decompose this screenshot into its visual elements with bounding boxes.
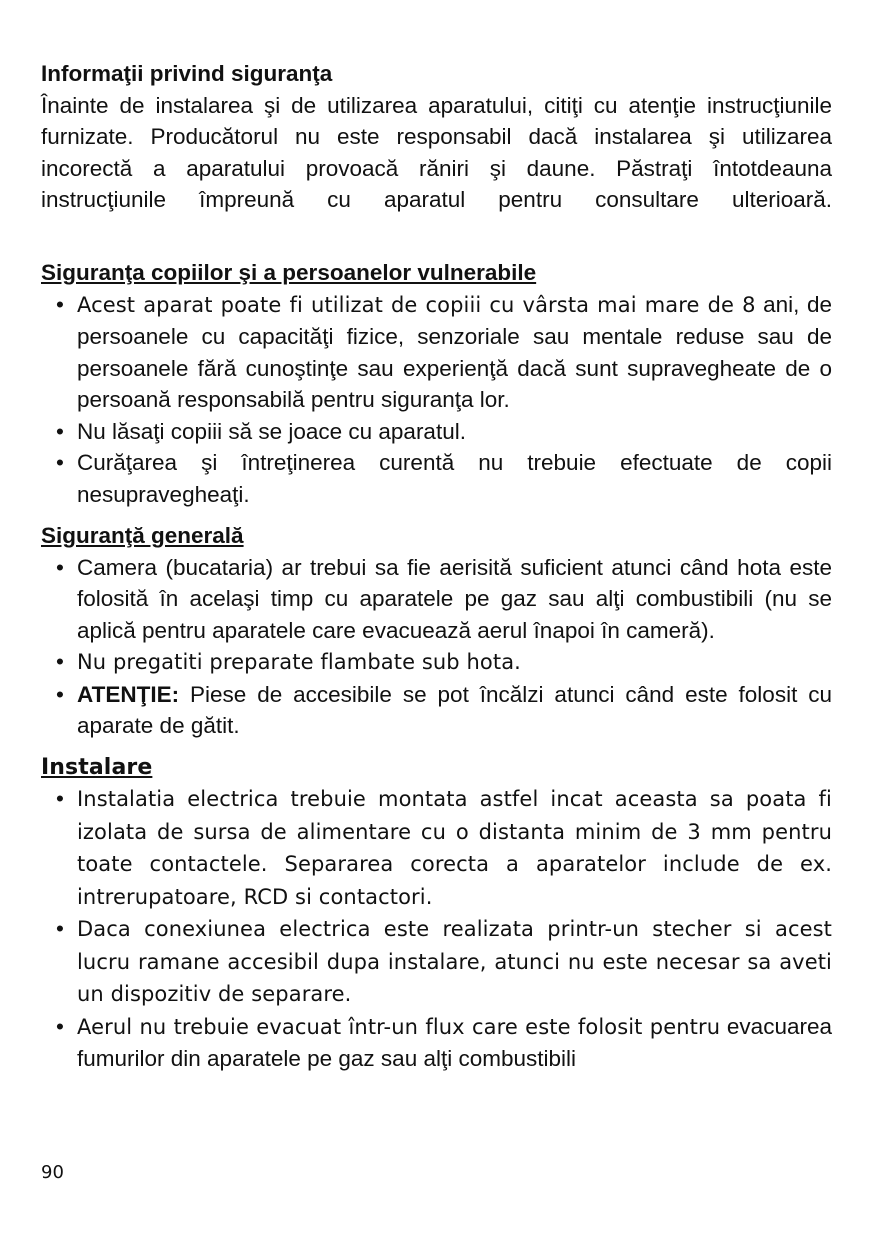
item-text: Piese de accesibile se pot încălzi atunci când este folosit cu aparate de gătit. [77, 681, 832, 738]
item-text: Nu lăsaţi copiii să se joace cu aparatul. [77, 418, 466, 444]
list-item [41, 552, 832, 647]
list-item [41, 289, 832, 416]
item-text: Curăţarea şi întreţinerea curentă nu trebuie efectuate de copii nesupravegheaţi. [77, 450, 832, 507]
item-lead-text: Acest aparat poate fi utilizat de copiii cu vârsta mai mare de 8 [77, 292, 756, 317]
bullet-icon: • [56, 786, 64, 811]
item-text: Daca conexiunea electrica este realizata printr-un stecher si acest lucru ramane accesibil dupa instalare, atunci nu este necesar sa aveti un dispozitiv de separare. [77, 917, 832, 1006]
installation-list [41, 783, 832, 1075]
children-safety-list [41, 289, 832, 511]
list-item [41, 783, 832, 913]
bullet-icon: • [56, 916, 64, 941]
list-item [41, 646, 832, 679]
general-safety-heading: Siguranţă generală [41, 523, 244, 548]
intro-heading: Informaţii privind siguranţa [41, 61, 333, 86]
item-lead-text: Aerul nu trebuie evacuat într-un flux care este folosit pentru [77, 1014, 721, 1039]
general-safety-list [41, 552, 832, 742]
item-text: ani, de persoanele cu capacităţi fizice, senzoriale sau mentale reduse sau de persoanele fără cunoştinţe sau experienţă dacă sunt supravegheate de o persoană responsabilă pentru siguranţa lor. [77, 291, 832, 412]
installation-heading: Instalare [41, 754, 153, 780]
bullet-icon: • [56, 450, 64, 475]
list-item [41, 416, 832, 448]
bullet-icon: • [56, 1013, 64, 1039]
warning-label: ATENŢIE: [77, 681, 180, 707]
list-item [41, 1011, 832, 1075]
item-text: Nu pregatiti preparate flambate sub hota. [77, 650, 521, 674]
bullet-icon: • [56, 649, 64, 674]
bullet-icon: • [56, 554, 64, 580]
intro-paragraph: Înainte de instalarea şi de utilizarea aparatului, citiţi cu atenţie instrucţiunile furnizate. Producătorul nu este responsabil dacă instalarea şi utilizarea incorectă a aparatului provoacă răniri şi daune. Păstraţi întotdeauna instrucţiunile împreună cu aparatul pentru consultare ulterioară. [41, 92, 832, 212]
list-item [41, 679, 832, 742]
bullet-icon: • [56, 418, 64, 444]
item-text: Camera (bucataria) ar trebui sa fie aerisită suficient atunci când hota este folosită în acelaşi timp cu aparatele pe gaz sau alţi combustibili (nu se aplică pentru aparatele care evacuează aerul înapoi în cameră). [77, 554, 832, 643]
list-item [41, 447, 832, 510]
item-text: Instalatia electrica trebuie montata astfel incat aceasta sa poata fi izolata de sursa de alimentare cu o distanta minim de 3 mm pentru toate contactele. Separarea corecta a aparatelor include de ex. intrerupatoare, RCD si contactori. [77, 787, 832, 909]
item-text: evacuarea fumurilor din aparatele pe gaz sau alţi combustibili [77, 1013, 832, 1071]
list-item [41, 913, 832, 1011]
children-safety-heading: Siguranţa copiilor şi a persoanelor vulnerabile [41, 260, 537, 285]
bullet-icon: • [56, 291, 64, 317]
page-number: 90 [41, 1162, 64, 1183]
bullet-icon: • [56, 681, 64, 707]
document-page [41, 58, 832, 1075]
